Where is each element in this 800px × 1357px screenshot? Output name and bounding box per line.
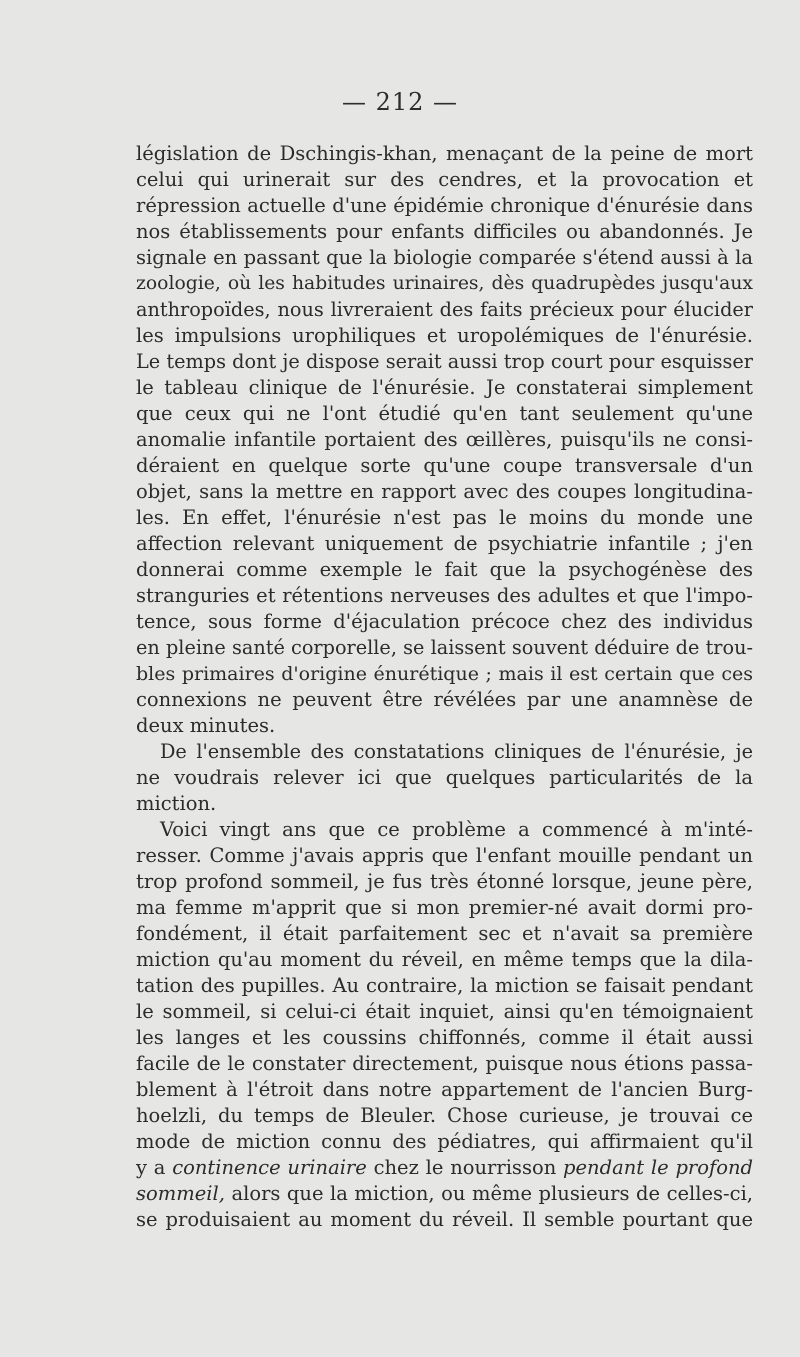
text-line: les impulsions urophiliques et uropolémiques de l'énurésie. [136,324,753,347]
text-line: déraient en quelque sorte qu'une coupe transversale d'un [136,454,753,477]
text-run: chez le nourrisson [366,1156,564,1179]
text-line: tence, sous forme d'éjaculation précoce chez des individus [136,610,753,633]
body-text [136,141,753,1233]
text-line: trop profond sommeil, je fus très étonné lorsque, jeune père, [136,870,753,893]
text-line: en pleine santé corporelle, se laissent souvent déduire de trou- [136,636,753,659]
text-line: tation des pupilles. Au contraire, la miction se faisait pendant [136,974,753,997]
text-line: donnerai comme exemple le fait que la psychogénèse des [136,558,753,581]
italic-phrase: pendant le profond [563,1156,753,1179]
text-line: législation de Dschingis-khan, menaçant de la peine de mort [136,142,753,165]
text-line: resser. Comme j'avais appris que l'enfant mouille pendant un [136,844,753,867]
text-line: Le temps dont je dispose serait aussi trop court pour esquisser [136,350,753,373]
italic-phrase: continence urinaire [172,1156,367,1179]
text-line: miction. [136,792,217,815]
text-line: blement à l'étroit dans notre appartement de l'ancien Burg- [136,1078,753,1101]
text-line: celui qui urinerait sur des cendres, et la provocation et [136,168,753,191]
text-line: le sommeil, si celui-ci était inquiet, ainsi qu'en témoignaient [136,1000,753,1023]
text-line: facile de le constater directement, puisque nous étions passa- [136,1052,753,1075]
text-line: miction qu'au moment du réveil, en même temps que la dila- [136,948,753,971]
text-line: zoologie, où les habitudes urinaires, dès quadrupèdes jusqu'aux [136,273,753,294]
text-run: y a [136,1156,173,1179]
text-line: hoelzli, du temps de Bleuler. Chose curieuse, je trouvai ce [136,1104,753,1127]
text-line: les. En effet, l'énurésie n'est pas le moins du monde une [136,506,753,529]
text-line: fondément, il était parfaitement sec et n'avait sa première [136,922,753,945]
text-line: les langes et les coussins chiffonnés, comme il était aussi [136,1026,753,1049]
text-line: bles primaires d'origine énurétique ; mais il est certain que ces [136,663,753,685]
text-line: répression actuelle d'une épidémie chronique d'énurésie dans [136,194,753,217]
text-line: signale en passant que la biologie comparée s'étend aussi à la [136,246,753,269]
text-line: Voici vingt ans que ce problème a commencé à m'inté- [160,818,753,841]
text-line: ne voudrais relever ici que quelques particularités de la [136,766,753,789]
text-line: stranguries et rétentions nerveuses des adultes et que l'impo- [136,584,753,607]
text-line: le tableau clinique de l'énurésie. Je constaterai simplement [136,376,753,399]
text-line: nos établissements pour enfants difficiles ou abandonnés. Je [136,220,753,243]
text-run: alors que la miction, ou même plusieurs de celles-ci, [224,1182,753,1205]
text-line: objet, sans la mettre en rapport avec des coupes longitudina- [136,480,753,503]
italic-phrase: sommeil, [136,1182,225,1205]
text-line: deux minutes. [136,714,276,737]
text-line [136,1181,753,1207]
text-line: ma femme m'apprit que si mon premier-né avait dormi pro- [136,896,753,919]
text-line [136,1155,753,1181]
text-line: connexions ne peuvent être révélées par une anamnèse de [136,688,753,711]
text-line: De l'ensemble des constatations cliniques de l'énurésie, je [160,740,753,763]
text-line: mode de miction connu des pédiatres, qui affirmaient qu'il [136,1130,753,1153]
text-line: anthropoïdes, nous livreraient des faits précieux pour élucider [136,298,753,321]
page-number: — 212 — [341,88,459,116]
text-line: que ceux qui ne l'ont étudié qu'en tant seulement qu'une [136,402,753,425]
text-line: affection relevant uniquement de psychiatrie infantile ; j'en [136,532,753,555]
text-line: anomalie infantile portaient des œillères, puisqu'ils ne consi- [136,428,753,451]
text-line: se produisaient au moment du réveil. Il semble pourtant que [136,1208,753,1231]
